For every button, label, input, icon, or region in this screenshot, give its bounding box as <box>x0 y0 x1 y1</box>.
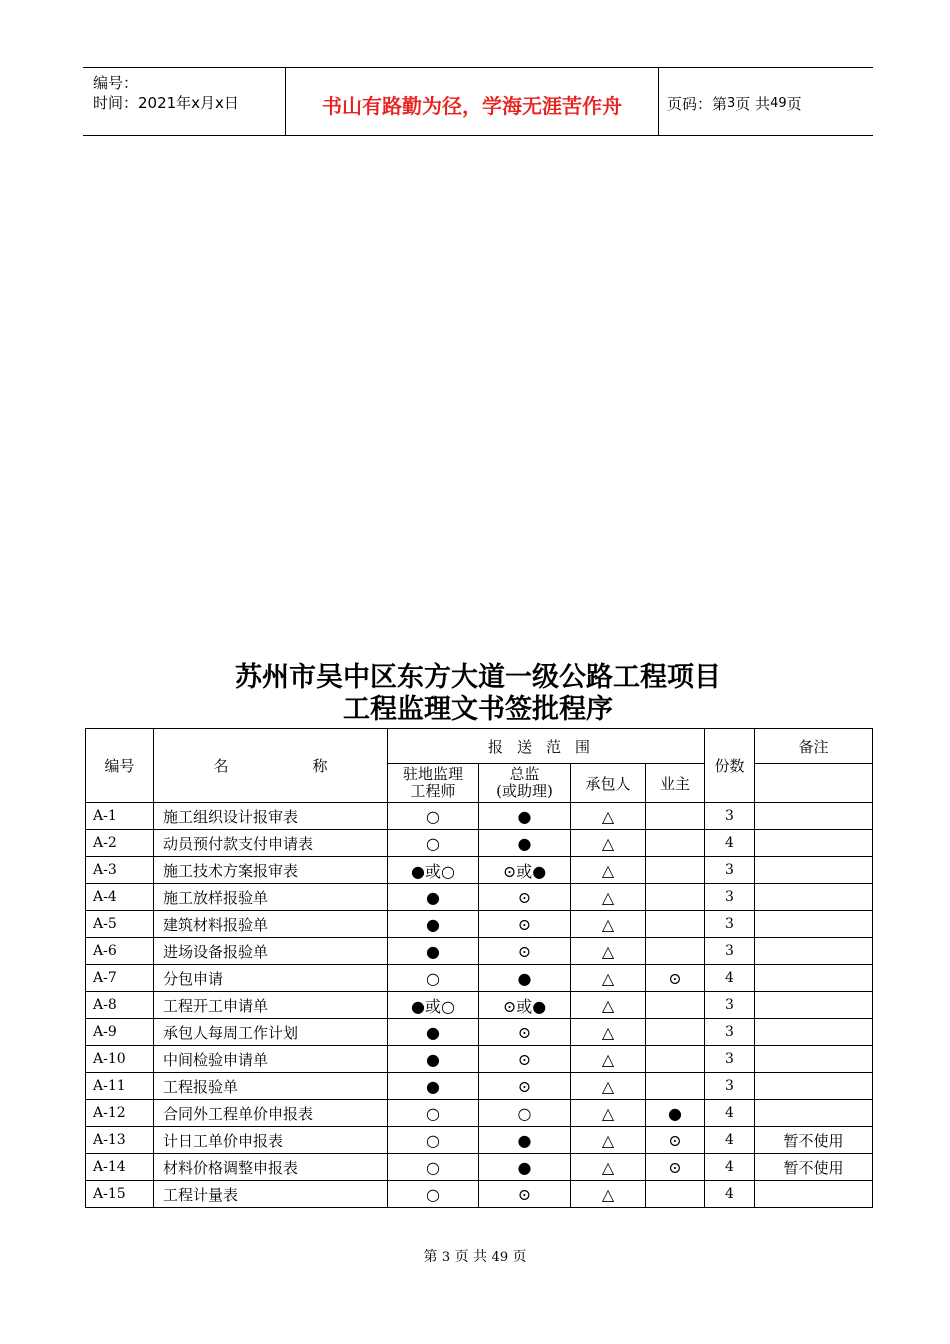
header-copies: 份数 <box>705 729 755 803</box>
row-remark <box>755 830 873 857</box>
table-row <box>86 803 873 830</box>
row-code: A-15 <box>86 1181 154 1208</box>
row-chief-mark: ⊙ <box>479 1019 571 1046</box>
row-name: 合同外工程单价申报表 <box>154 1100 388 1127</box>
header-remarks-blank <box>755 764 873 803</box>
document-title-line-2: 工程监理文书签批程序 <box>343 694 613 725</box>
row-contractor-mark: △ <box>571 1019 646 1046</box>
row-code: A-6 <box>86 938 154 965</box>
row-name: 工程计量表 <box>154 1181 388 1208</box>
table-row <box>86 938 873 965</box>
row-copies: 3 <box>705 1046 755 1073</box>
row-copies: 3 <box>705 803 755 830</box>
row-remark: 暂不使用 <box>755 1127 873 1154</box>
row-owner-mark <box>646 1019 705 1046</box>
row-remark <box>755 1100 873 1127</box>
row-copies: 4 <box>705 830 755 857</box>
row-contractor-mark: △ <box>571 938 646 965</box>
row-code: A-14 <box>86 1154 154 1181</box>
header-resident-line-1: 驻地监理 <box>402 765 463 783</box>
header-remarks: 备注 <box>755 729 873 764</box>
header-page-total: 49 <box>770 96 787 111</box>
approval-procedure-table <box>85 728 873 1208</box>
row-owner-mark: ⊙ <box>646 1154 705 1181</box>
row-copies: 3 <box>705 884 755 911</box>
row-resident-mark: ● <box>388 911 479 938</box>
row-remark <box>755 1073 873 1100</box>
footer-mid: 页 共 <box>454 1249 488 1265</box>
table-header-row-1 <box>86 729 873 764</box>
header-chief-line-1: 总监 <box>509 765 540 783</box>
row-name: 分包申请 <box>154 965 388 992</box>
row-resident-mark: ● <box>388 1019 479 1046</box>
row-remark <box>755 1046 873 1073</box>
row-owner-mark <box>646 992 705 1019</box>
row-resident-mark: ● <box>388 1073 479 1100</box>
row-contractor-mark: △ <box>571 830 646 857</box>
row-name: 中间检验申请单 <box>154 1046 388 1073</box>
row-contractor-mark: △ <box>571 1100 646 1127</box>
row-code: A-12 <box>86 1100 154 1127</box>
document-time-label: 时间：2021年x月x日 <box>93 94 239 112</box>
row-owner-mark: ⊙ <box>646 965 705 992</box>
row-contractor-mark: △ <box>571 1073 646 1100</box>
row-code: A-9 <box>86 1019 154 1046</box>
row-remark <box>755 992 873 1019</box>
footer-prefix: 第 <box>423 1249 438 1265</box>
row-chief-mark: ● <box>479 830 571 857</box>
row-copies: 4 <box>705 1154 755 1181</box>
row-resident-mark: ○ <box>388 1127 479 1154</box>
row-copies: 3 <box>705 1073 755 1100</box>
row-copies: 3 <box>705 1019 755 1046</box>
row-name: 动员预付款支付申请表 <box>154 830 388 857</box>
row-resident-mark: ○ <box>388 830 479 857</box>
footer-current-page: 3 <box>441 1250 451 1265</box>
row-resident-mark: ●或○ <box>388 992 479 1019</box>
row-remark: 暂不使用 <box>755 1154 873 1181</box>
row-resident-mark: ○ <box>388 803 479 830</box>
table-row <box>86 965 873 992</box>
document-number-label: 编号： <box>93 74 139 92</box>
table-row <box>86 1073 873 1100</box>
row-copies: 3 <box>705 911 755 938</box>
row-resident-mark: ○ <box>388 965 479 992</box>
table-row <box>86 884 873 911</box>
table-row <box>86 1019 873 1046</box>
row-contractor-mark: △ <box>571 1154 646 1181</box>
row-owner-mark <box>646 857 705 884</box>
table-row <box>86 857 873 884</box>
row-name: 计日工单价申报表 <box>154 1127 388 1154</box>
row-resident-mark: ● <box>388 938 479 965</box>
row-remark <box>755 1019 873 1046</box>
row-code: A-1 <box>86 803 154 830</box>
row-name: 材料价格调整申报表 <box>154 1154 388 1181</box>
row-chief-mark: ⊙ <box>479 1181 571 1208</box>
page-header <box>83 67 873 136</box>
row-owner-mark <box>646 803 705 830</box>
header-page-current: 3 <box>727 96 736 111</box>
row-remark <box>755 803 873 830</box>
header-contractor: 承包人 <box>571 764 646 803</box>
row-copies: 4 <box>705 965 755 992</box>
row-resident-mark: ● <box>388 884 479 911</box>
row-name: 施工组织设计报审表 <box>154 803 388 830</box>
row-contractor-mark: △ <box>571 911 646 938</box>
row-contractor-mark: △ <box>571 1181 646 1208</box>
document-title-line-1: 苏州市吴中区东方大道一级公路工程项目 <box>235 662 721 693</box>
footer-suffix: 页 <box>512 1249 527 1265</box>
row-name: 进场设备报验单 <box>154 938 388 965</box>
table-row <box>86 1154 873 1181</box>
row-code: A-7 <box>86 965 154 992</box>
row-name: 承包人每周工作计划 <box>154 1019 388 1046</box>
row-owner-mark <box>646 1046 705 1073</box>
row-copies: 3 <box>705 992 755 1019</box>
header-name-b: 称 <box>312 757 328 775</box>
row-code: A-3 <box>86 857 154 884</box>
row-remark <box>755 884 873 911</box>
row-contractor-mark: △ <box>571 803 646 830</box>
row-resident-mark: ○ <box>388 1100 479 1127</box>
row-resident-mark: ○ <box>388 1181 479 1208</box>
row-chief-mark: ⊙ <box>479 938 571 965</box>
header-owner: 业主 <box>646 764 705 803</box>
header-name <box>154 729 388 803</box>
page-footer <box>0 1246 950 1266</box>
row-contractor-mark: △ <box>571 1127 646 1154</box>
row-chief-mark: ● <box>479 1127 571 1154</box>
header-page-prefix: 页码：第 <box>667 95 728 113</box>
header-motto: 书山有路勤为径，学海无涯苦作舟 <box>285 68 659 135</box>
table-row <box>86 1046 873 1073</box>
row-name: 工程报验单 <box>154 1073 388 1100</box>
header-name-a: 名 <box>213 757 229 775</box>
table-row <box>86 1100 873 1127</box>
row-copies: 3 <box>705 938 755 965</box>
row-resident-mark: ○ <box>388 1154 479 1181</box>
row-remark <box>755 965 873 992</box>
row-owner-mark: ⊙ <box>646 1127 705 1154</box>
row-name: 施工技术方案报审表 <box>154 857 388 884</box>
footer-total-pages: 49 <box>491 1250 509 1265</box>
header-page-mid: 页 共 <box>735 95 771 113</box>
row-remark <box>755 1181 873 1208</box>
row-contractor-mark: △ <box>571 884 646 911</box>
row-remark <box>755 857 873 884</box>
row-chief-mark: ⊙或● <box>479 992 571 1019</box>
header-code: 编号 <box>86 729 154 803</box>
row-owner-mark <box>646 830 705 857</box>
row-remark <box>755 911 873 938</box>
row-contractor-mark: △ <box>571 857 646 884</box>
header-resident-line-2: 工程师 <box>410 782 456 800</box>
row-contractor-mark: △ <box>571 965 646 992</box>
table-row <box>86 1181 873 1208</box>
row-resident-mark: ● <box>388 1046 479 1073</box>
row-name: 建筑材料报验单 <box>154 911 388 938</box>
row-chief-mark: ⊙ <box>479 1046 571 1073</box>
header-page-suffix: 页 <box>786 95 802 113</box>
row-chief-mark: ● <box>479 803 571 830</box>
row-copies: 4 <box>705 1181 755 1208</box>
row-code: A-11 <box>86 1073 154 1100</box>
row-chief-mark: ⊙ <box>479 884 571 911</box>
row-owner-mark <box>646 1073 705 1100</box>
row-owner-mark <box>646 1181 705 1208</box>
header-meta <box>83 68 285 135</box>
table-row <box>86 1127 873 1154</box>
row-code: A-2 <box>86 830 154 857</box>
row-chief-mark: ⊙ <box>479 1073 571 1100</box>
row-code: A-8 <box>86 992 154 1019</box>
row-owner-mark: ● <box>646 1100 705 1127</box>
table-row <box>86 992 873 1019</box>
header-scope: 报送范围 <box>388 729 705 764</box>
row-code: A-4 <box>86 884 154 911</box>
row-name: 施工放样报验单 <box>154 884 388 911</box>
row-chief-mark: ⊙或● <box>479 857 571 884</box>
row-owner-mark <box>646 884 705 911</box>
row-contractor-mark: △ <box>571 992 646 1019</box>
row-contractor-mark: △ <box>571 1046 646 1073</box>
header-chief-supervisor <box>479 764 571 803</box>
row-owner-mark <box>646 911 705 938</box>
row-name: 工程开工申请单 <box>154 992 388 1019</box>
row-chief-mark: ⊙ <box>479 911 571 938</box>
row-copies: 3 <box>705 857 755 884</box>
row-chief-mark: ● <box>479 965 571 992</box>
header-page-info <box>659 68 873 135</box>
header-chief-line-2: (或助理) <box>496 782 553 800</box>
table-row <box>86 911 873 938</box>
table-row <box>86 830 873 857</box>
row-code: A-5 <box>86 911 154 938</box>
row-code: A-13 <box>86 1127 154 1154</box>
row-chief-mark: ○ <box>479 1100 571 1127</box>
row-chief-mark: ● <box>479 1154 571 1181</box>
row-copies: 4 <box>705 1100 755 1127</box>
row-owner-mark <box>646 938 705 965</box>
row-code: A-10 <box>86 1046 154 1073</box>
header-resident-engineer <box>388 764 479 803</box>
row-copies: 4 <box>705 1127 755 1154</box>
row-resident-mark: ●或○ <box>388 857 479 884</box>
row-remark <box>755 938 873 965</box>
